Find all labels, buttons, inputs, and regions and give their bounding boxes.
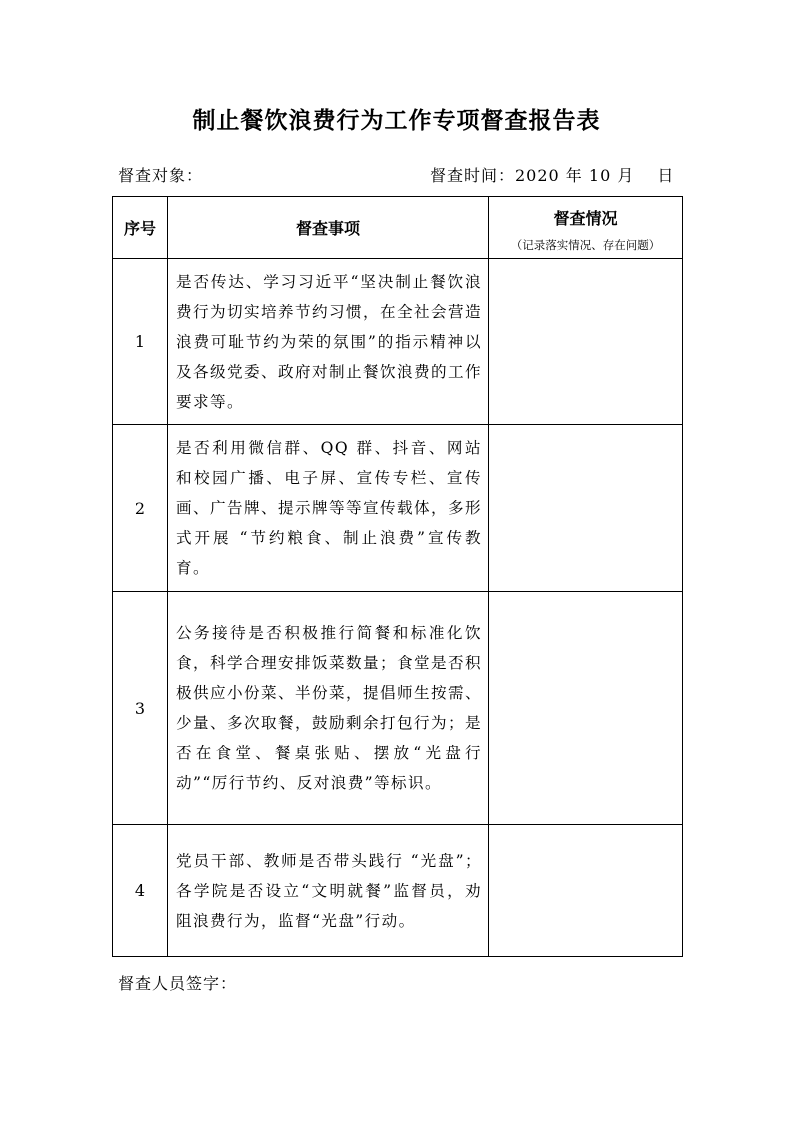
row-item: 公务接待是否积极推行简餐和标准化饮食，科学合理安排饭菜数量；食堂是否积极供应小份菜、半份菜，提倡师生按需、少量、多次取餐，鼓励剩余打包行为；是否在食堂、餐桌张贴、摆放“光盘行动”“厉行节约、反对浪费”等标识。 [168, 592, 489, 825]
header-item: 督查事项 [168, 197, 489, 259]
row-situation-cell[interactable] [489, 425, 683, 592]
table-row [113, 259, 683, 425]
row-item: 是否利用微信群、QQ 群、抖音、网站和校园广播、电子屏、宣传专栏、宣传画、广告牌、提示牌等等宣传载体，多形式开展 “节约粮食、制止浪费”宣传教育。 [168, 425, 489, 592]
row-item: 党员干部、教师是否带头践行 “光盘”；各学院是否设立“文明就餐”监督员，劝阻浪费行为，监督“光盘”行动。 [168, 825, 489, 957]
row-seq: 2 [113, 425, 168, 592]
header-situation-note: （记录落实情况、存在问题） [510, 238, 661, 252]
row-situation-cell[interactable] [489, 259, 683, 425]
row-seq: 1 [113, 259, 168, 425]
table-row [113, 425, 683, 592]
inspected-object-label: 督查对象： [118, 166, 204, 185]
row-situation-cell[interactable] [489, 825, 683, 957]
table-row [113, 825, 683, 957]
row-situation-cell[interactable] [489, 592, 683, 825]
row-seq: 4 [113, 825, 168, 957]
inspection-time-label: 督查时间：2020 年 10 月 日 [430, 166, 675, 185]
report-table [112, 196, 683, 957]
page-title: 制止餐饮浪费行为工作专项督查报告表 [192, 108, 601, 134]
header-situation-title: 督查情况 [553, 209, 618, 228]
table-header-row [113, 197, 683, 259]
signature-label: 督查人员签字： [118, 974, 238, 993]
row-seq: 3 [113, 592, 168, 825]
header-situation [489, 197, 683, 259]
row-item: 是否传达、学习习近平“坚决制止餐饮浪费行为切实培养节约习惯，在全社会营造浪费可耻节约为荣的氛围”的指示精神以及各级党委、政府对制止餐饮浪费的工作要求等。 [168, 259, 489, 425]
table-row [113, 592, 683, 825]
header-seq: 序号 [113, 197, 168, 259]
